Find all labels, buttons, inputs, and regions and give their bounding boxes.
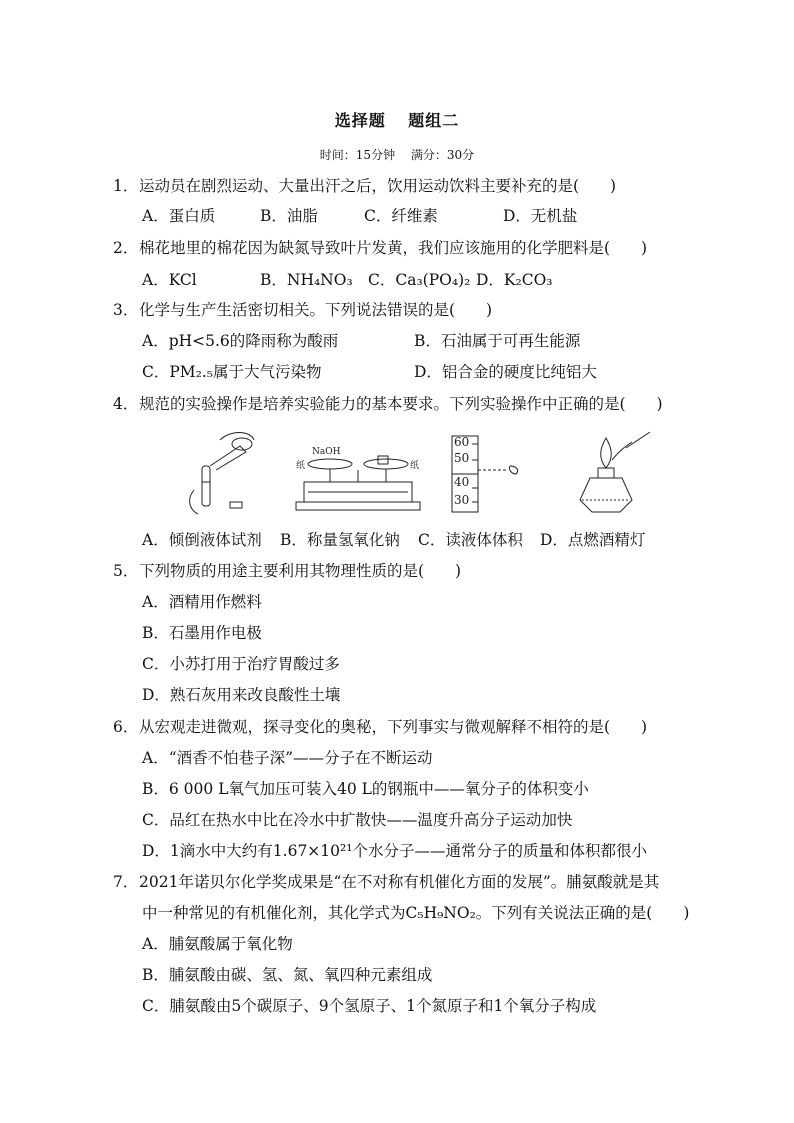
option-c: C．Ca₃(PO₄)₂: [368, 271, 471, 289]
option-d: D．K₂CO₃: [476, 271, 553, 289]
option-c: C．PM₂.₅属于大气污染物: [142, 363, 322, 381]
option-b: B．石油属于可再生能源: [414, 332, 581, 350]
question-number: 2．: [113, 239, 139, 257]
question-number: 7．: [113, 873, 139, 891]
question-text: 规范的实验操作是培养实验能力的基本要求。下列实验操作中正确的是( ): [139, 395, 663, 413]
question-number: 6．: [113, 718, 139, 736]
option-c: C．脯氨酸由5个碳原子、9个氢原子、1个氮原子和1个氧分子构成: [142, 997, 597, 1015]
pouring-liquid-figure: [190, 433, 254, 515]
alcohol-lamp-figure: [580, 432, 650, 512]
question-1-stem: [113, 176, 616, 196]
page-title: [0, 108, 794, 131]
paper-label-left: 纸: [296, 461, 306, 471]
question-3-options-row2: [142, 362, 702, 382]
question-7-stem: [113, 872, 659, 892]
naoh-label: NaOH: [312, 447, 341, 457]
question-1-options: [142, 206, 702, 226]
tick-40: 40: [454, 475, 470, 489]
lab-operation-figures: [180, 430, 660, 516]
option-a: A．倾倒液体试剂: [142, 531, 262, 549]
question-text: 从宏观走进微观，探寻变化的奥秘，下列事实与微观解释不相符的是( ): [139, 718, 648, 736]
option-d: D．铝合金的硬度比纯铝大: [414, 363, 597, 381]
option-a: A．pH<5.6的降雨称为酸雨: [142, 332, 339, 350]
option-b: B．NH₄NO₃: [260, 271, 353, 289]
time-limit: 时间：15分钟: [319, 148, 396, 162]
option-d: D．点燃酒精灯: [540, 531, 646, 549]
option-a: A．脯氨酸属于氧化物: [142, 935, 293, 953]
question-text: 下列物质的用途主要利用其物理性质的是( ): [139, 562, 462, 580]
option-c: C．品红在热水中比在冷水中扩散快——温度升高分子运动加快: [142, 811, 573, 829]
tick-50: 50: [454, 451, 470, 465]
option-c: C．小苏打用于治疗胃酸过多: [142, 655, 340, 673]
question-2-stem: [113, 238, 647, 258]
question-6-stem: [113, 717, 647, 737]
option-d: D．无机盐: [503, 207, 578, 225]
option-a: A．“酒香不怕巷子深”——分子在不断运动: [142, 749, 433, 767]
title-part-a: 选择题: [334, 111, 386, 130]
option-c: C．读液体体积: [418, 531, 523, 549]
question-text: 运动员在剧烈运动、大量出汗之后，饮用运动饮料主要补充的是( ): [139, 177, 617, 195]
balance-figure: [296, 447, 420, 510]
tick-60: 60: [454, 435, 470, 449]
option-a: A．KCl: [142, 271, 197, 289]
option-b: B．脯氨酸由碳、氢、氮、氧四种元素组成: [142, 966, 433, 984]
option-a: A．酒精用作燃料: [142, 593, 262, 611]
full-score: 满分：30分: [410, 148, 475, 162]
option-d: D．1滴水中大约有1.67×10²¹个水分子——通常分子的质量和体积都很小: [142, 842, 647, 860]
cylinder-figure: [452, 435, 518, 512]
question-4-stem: [113, 394, 663, 414]
option-a: A．蛋白质: [142, 207, 216, 225]
question-2-options: [142, 270, 702, 290]
option-b: B．油脂: [260, 207, 318, 225]
option-b: B．称量氢氧化钠: [280, 531, 400, 549]
tick-30: 30: [454, 493, 470, 507]
question-number: 3．: [113, 301, 139, 319]
question-4-options: [142, 530, 702, 550]
question-7-stem-line2: 中一种常见的有机催化剂，其化学式为C₅H₉NO₂。下列有关说法正确的是( ): [142, 904, 690, 922]
question-text: 化学与生产生活密切相关。下列说法错误的是( ): [139, 301, 493, 319]
paper-label-right: 纸: [410, 461, 420, 471]
option-d: D．熟石灰用来改良酸性土壤: [142, 686, 341, 704]
question-number: 5．: [113, 562, 139, 580]
question-3-stem: [113, 300, 492, 320]
option-c: C．纤维素: [364, 207, 438, 225]
question-text: 2021年诺贝尔化学奖成果是“在不对称有机催化方面的发展”。脯氨酸就是其: [139, 873, 660, 891]
question-number: 4．: [113, 395, 139, 413]
question-5-stem: [113, 561, 461, 581]
question-text: 棉花地里的棉花因为缺氮导致叶片发黄，我们应该施用的化学肥料是( ): [139, 239, 648, 257]
question-number: 1．: [113, 177, 139, 195]
option-b: B．石墨用作电极: [142, 624, 262, 642]
question-3-options-row1: [142, 331, 702, 351]
time-score-line: [0, 146, 794, 163]
title-part-b: 题组二: [408, 111, 460, 130]
option-b: B．6 000 L氧气加压可装入40 L的钢瓶中——氧分子的体积变小: [142, 780, 589, 798]
